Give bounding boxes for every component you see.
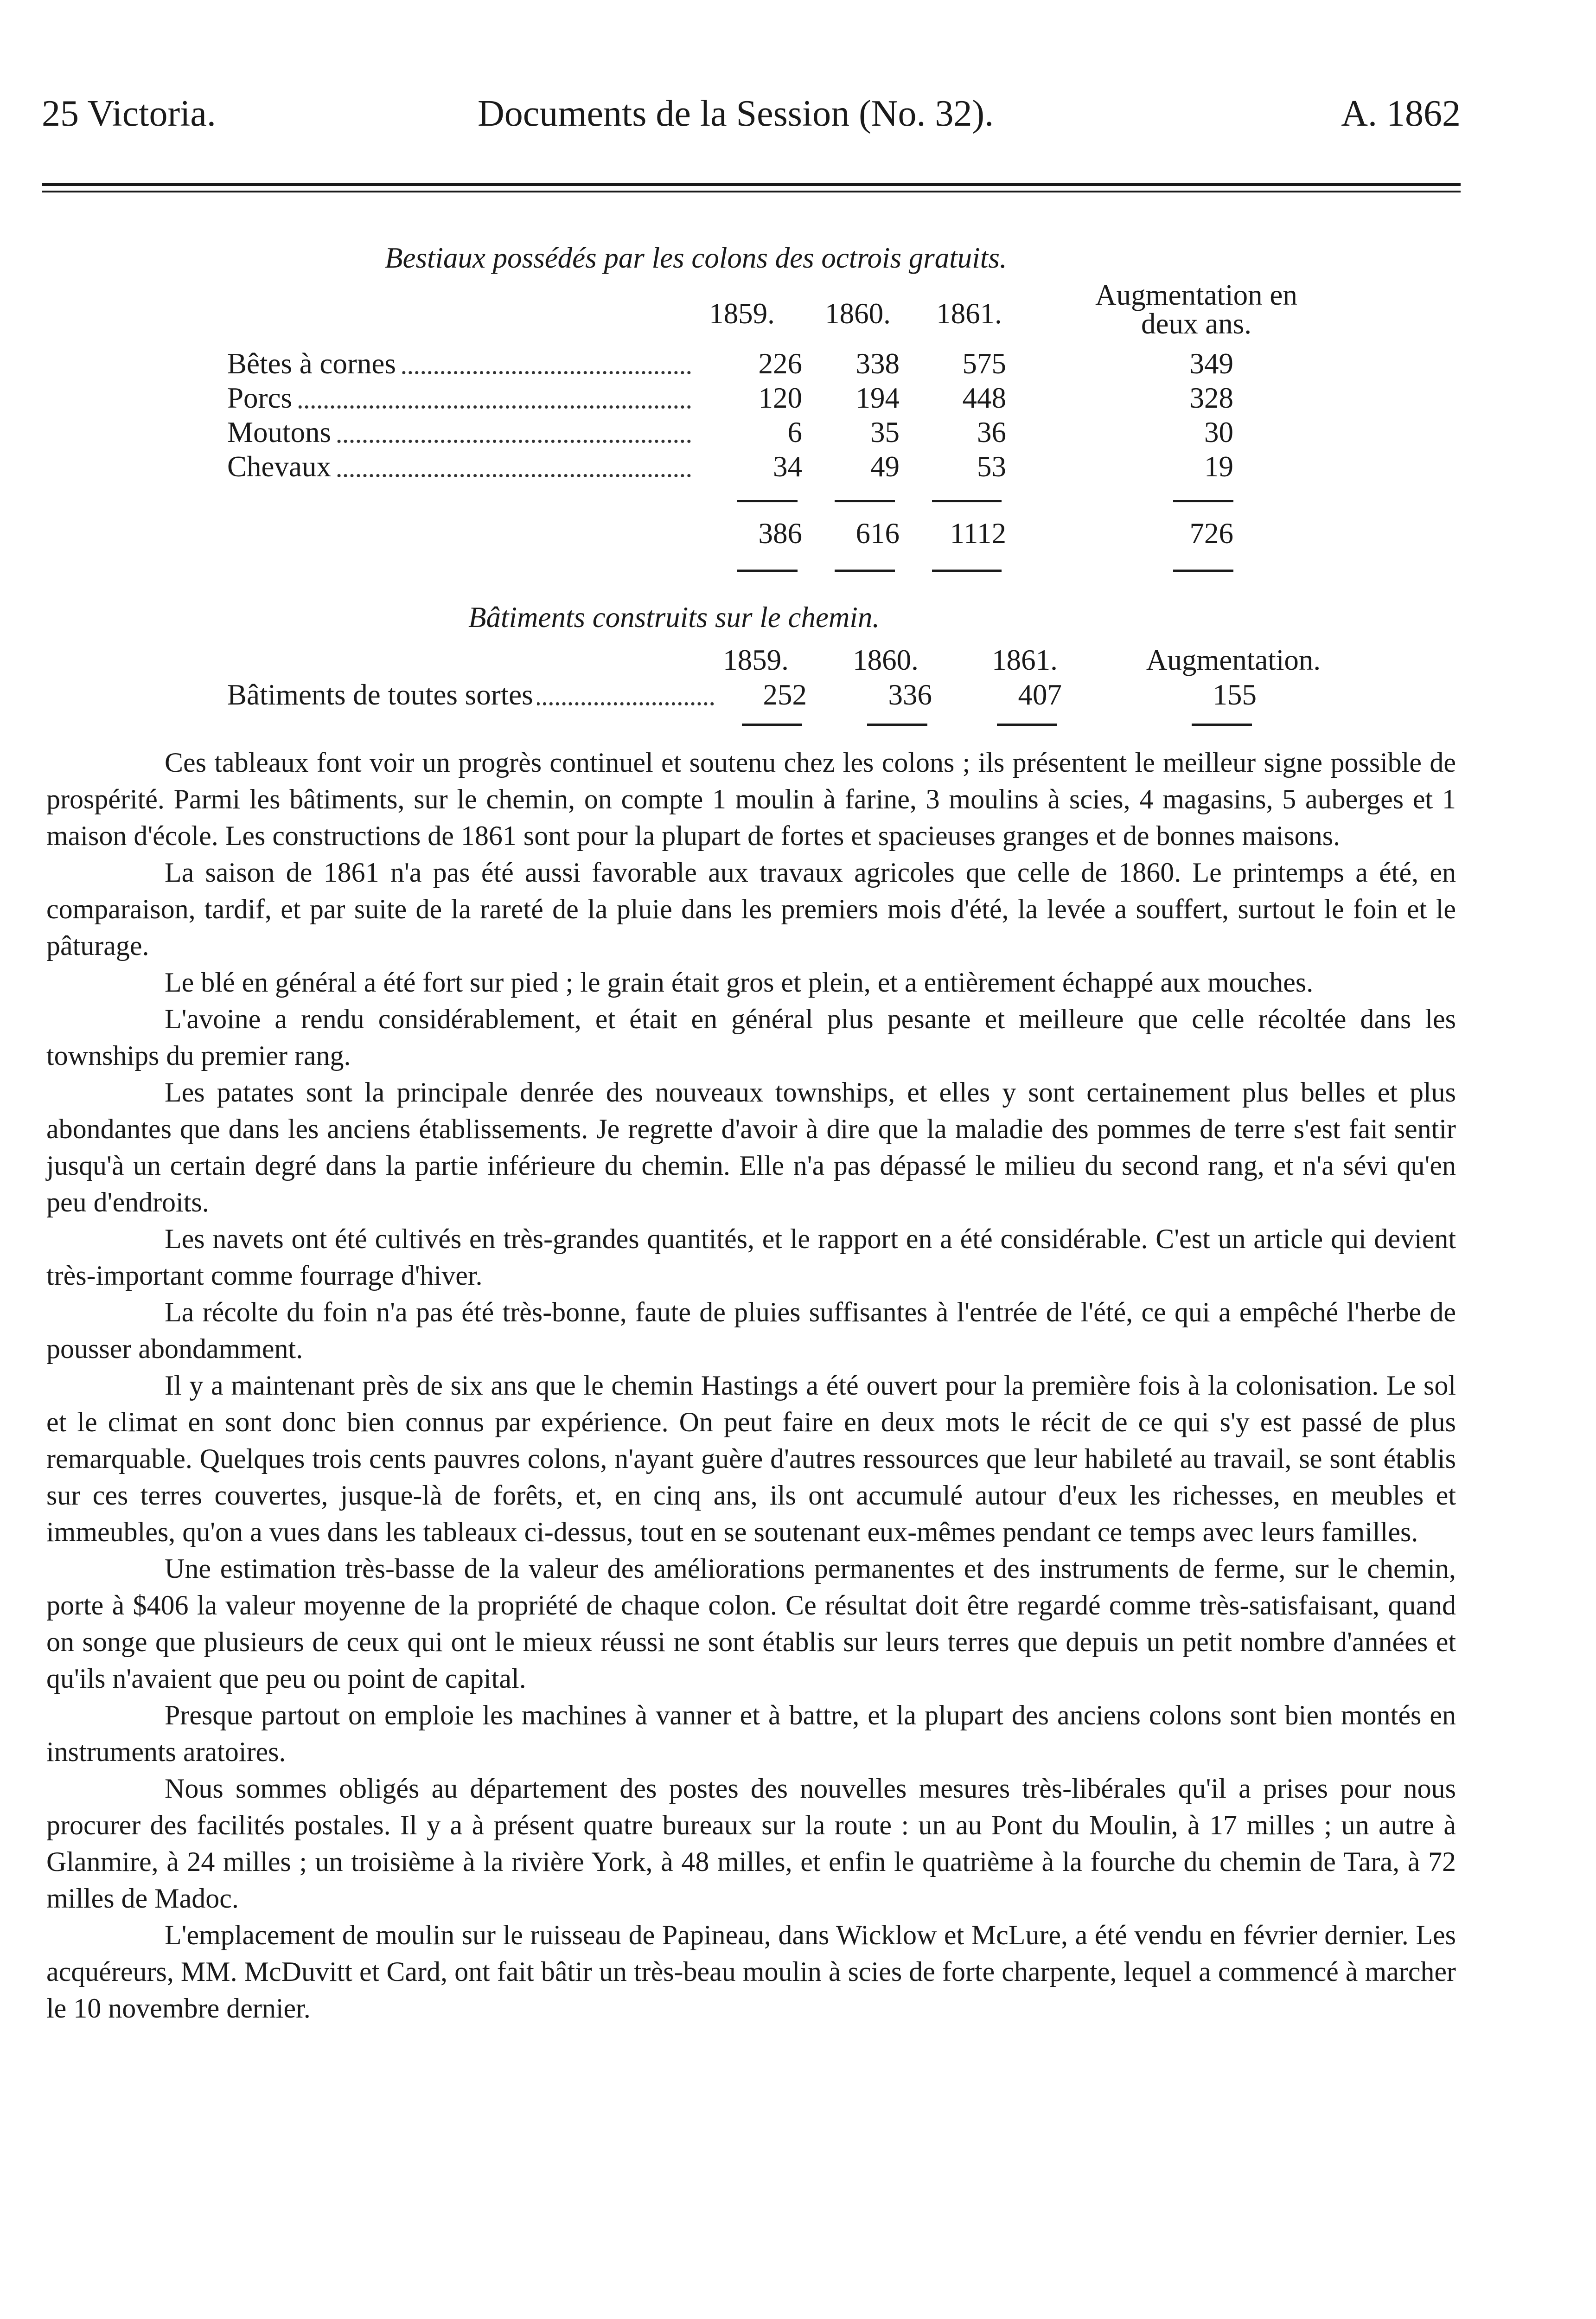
total-rule <box>737 570 798 572</box>
total-rule <box>742 724 802 726</box>
table2-col-1861: 1861. <box>992 644 1058 676</box>
cell-1860: 49 <box>870 450 900 483</box>
cell-1860: 338 <box>855 347 900 380</box>
table1-col-increase: Augmentation en <box>1095 279 1297 311</box>
table1-title: Bestiaux possédés par les colons des octrois gratuits. <box>385 242 1007 274</box>
sum-rule <box>835 500 895 502</box>
total-rule <box>1192 724 1252 726</box>
total-1861: 1112 <box>950 517 1006 550</box>
cell-1861: 36 <box>977 416 1006 448</box>
total-rule <box>1173 570 1233 572</box>
sum-rule <box>737 500 798 502</box>
cell-1860: 194 <box>855 382 900 414</box>
paragraph: Ces tableaux font voir un progrès continuel et soutenu chez les colons ; ils présentent le meilleur signe possible de prospérité. Parmi les bâtiments, sur le chemin, on compte 1 moulin à farine, 3 moulins à scies, 4 magasins, 5 auberges et 1 maison d'école. Les constructions de 1861 sont pour la plupart de fortes et spacieuses granges et de bonnes maisons. <box>46 747 1456 851</box>
cell-increase: 349 <box>1189 347 1233 380</box>
cell-1859: 226 <box>758 347 802 380</box>
table1-col-1859: 1859. <box>709 297 775 330</box>
cell-1860: 35 <box>870 416 900 448</box>
table2-col-increase: Augmentation. <box>1146 644 1321 676</box>
cell-1859: 252 <box>763 679 807 711</box>
table2-col-1860: 1860. <box>853 644 919 676</box>
total-rule <box>867 724 927 726</box>
total-rule <box>997 724 1057 726</box>
total-rule <box>835 570 895 572</box>
cell-increase: 155 <box>1213 679 1257 711</box>
header-year: A. 1862 <box>1341 93 1461 134</box>
total-1860: 616 <box>855 517 900 550</box>
paragraph: La récolte du foin n'a pas été très-bonne, faute de pluies suffisantes à l'entrée de l'été, ce qui a empêché l'herbe de pousser abondamment. <box>46 1297 1456 1364</box>
sum-rule <box>1173 500 1233 502</box>
cell-increase: 19 <box>1204 450 1233 483</box>
table2-col-1859: 1859. <box>723 644 789 676</box>
paragraph: L'emplacement de moulin sur le ruisseau de Papineau, dans Wicklow et McLure, a été vendu en février dernier. Les acquéreurs, MM. McDuvitt et Card, ont fait bâtir un très-beau moulin à scies de forte charpente, lequel a commencé à marcher le 10 novembre dernier. <box>46 1920 1456 2024</box>
header-volume: 25 Victoria. <box>42 93 216 134</box>
cell-1861: 53 <box>977 450 1006 483</box>
cell-1859: 6 <box>787 416 802 448</box>
table1-col-1860: 1860. <box>825 297 891 330</box>
paragraph: Il y a maintenant près de six ans que le chemin Hastings a été ouvert pour la première fois à la colonisation. Le sol et le climat en sont donc bien connus par expérience. On peut faire en deux mots le récit de ce qui s'y est passé de plus remarquable. Quelques trois cents pauvres colons, n'ayant guère d'autres ressources que leur habileté au travail, se sont établis sur ces terres couvertes, jusque-là de forêts, et, en cinq ans, ils ont accumulé autour d'eux les richesses, en meubles et immeubles, qu'on a vues dans les tableaux ci-dessus, tout en se soutenant eux-mêmes pendant ce temps avec leurs familles. <box>46 1370 1456 1547</box>
cell-1861: 575 <box>962 347 1006 380</box>
row-label: Porcs <box>227 381 691 415</box>
table1-col-1861: 1861. <box>936 297 1002 330</box>
paragraph: La saison de 1861 n'a pas été aussi favorable aux travaux agricoles que celle de 1860. Le printemps a été, en comparaison, tardif, et par suite de la rareté de la pluie dans les premiers mois d'été, la levée a souffert, surtout le foin et le pâturage. <box>46 857 1456 961</box>
cell-increase: 30 <box>1204 416 1233 448</box>
table2-title: Bâtiments construits sur le chemin. <box>468 601 880 634</box>
cell-1860: 336 <box>888 679 932 711</box>
cell-1859: 120 <box>758 382 802 414</box>
cell-1861: 407 <box>1018 679 1062 711</box>
total-rule <box>932 570 1002 572</box>
row-label: Bêtes à cornes <box>227 347 691 381</box>
row-label: Bâtiments de toutes sortes <box>227 678 714 712</box>
row-label: Moutons <box>227 416 691 449</box>
cell-1861: 448 <box>962 382 1006 414</box>
header-title: Documents de la Session (No. 32). <box>478 93 994 134</box>
paragraph: Nous sommes obligés au département des postes des nouvelles mesures très-libérales qu'il a prises pour nous procurer des facilités postales. Il y a à présent quatre bureaux sur la route : un au Pont du Moulin, à 17 milles ; un autre à Glanmire, à 24 milles ; un troisième à la rivière York, à 48 milles, et enfin le quatrième à la fourche du chemin de Tara, à 72 milles de Madoc. <box>46 1773 1456 1914</box>
paragraph: Le blé en général a été fort sur pied ; le grain était gros et plein, et a entièrement échappé aux mouches. <box>165 967 1314 998</box>
running-header <box>42 93 1461 144</box>
header-rule-thin <box>42 191 1461 192</box>
header-rule <box>42 183 1461 186</box>
paragraph: Une estimation très-basse de la valeur des améliorations permanentes et des instruments de ferme, sur le chemin, porte à $406 la valeur moyenne de la propriété de chaque colon. Ce résultat doit être regardé comme très-satisfaisant, quand on songe que plusieurs de ceux qui ont le mieux réussi ne sont établis sur leurs terres que depuis un petit nombre d'années et qu'ils n'avaient que peu ou point de capital. <box>46 1553 1456 1694</box>
row-label: Chevaux <box>227 450 691 484</box>
paragraph: Presque partout on emploie les machines à vanner et à battre, et la plupart des anciens colons sont bien montés en instruments aratoires. <box>46 1700 1456 1767</box>
paragraph: Les navets ont été cultivés en très-grandes quantités, et le rapport en a été considérable. C'est un article qui devient très-important comme fourrage d'hiver. <box>46 1224 1456 1291</box>
table1-col-increase-2: deux ans. <box>1141 307 1251 340</box>
total-increase: 726 <box>1189 517 1233 550</box>
paragraph: Les patates sont la principale denrée des nouveaux townships, et elles y sont certainement plus belles et plus abondantes que dans les anciens établissements. Je regrette d'avoir à dire que la maladie des pommes de terre s'est fait sentir jusqu'à un certain degré dans la partie inférieure du chemin. Elle n'a pas dépassé le milieu du second rang, et n'a sévi qu'en peu d'endroits. <box>46 1077 1456 1217</box>
cell-increase: 328 <box>1189 382 1233 414</box>
cell-1859: 34 <box>773 450 802 483</box>
total-1859: 386 <box>758 517 802 550</box>
paragraph: L'avoine a rendu considérablement, et était en général plus pesante et meilleure que celle récoltée dans les townships du premier rang. <box>46 1004 1456 1071</box>
body-text <box>46 744 1456 2027</box>
sum-rule <box>932 500 1002 502</box>
